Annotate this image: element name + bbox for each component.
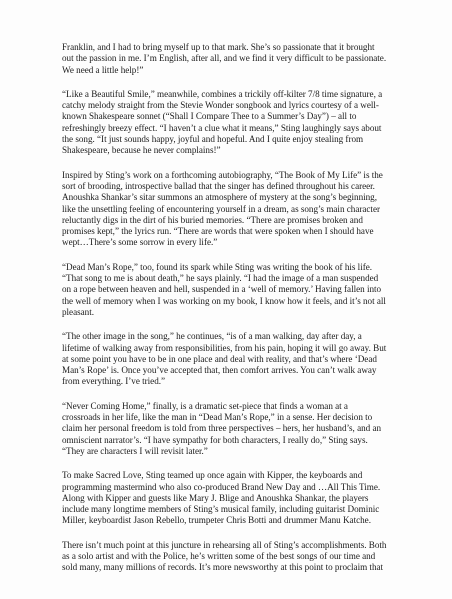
paragraph-other-image [62, 331, 422, 387]
text-line: on a rope between heaven and hell, suspended in a ‘well of memory.’ Having fallen into [62, 284, 382, 295]
text-line: the well of memory when I was working on my book, I know how it feels, and it’s not all [62, 295, 386, 306]
text-line: Shakespeare, because he never complains!” [62, 145, 221, 156]
text-line: refreshingly breezy effect. “I haven’t a clue what it means,” Sting laughingly says about [62, 122, 382, 133]
text-line: “Dead Man’s Rope,” too, found its spark while Sting was writing the book of his life. [62, 261, 373, 272]
text-line: “Like a Beautiful Smile,” meanwhile, combines a trickily off-kilter 7/8 time signature, a [62, 88, 383, 99]
text-line: “The other image in the song,” he continues, “is of a man walking, day after day, a [62, 331, 362, 342]
text-line: out the passion in me. I’m English, after all, and we find it very difficult to be passionate. [62, 53, 387, 64]
paragraph-franklin [62, 42, 422, 76]
text-line: Man’s Rope’ is. Once you’ve accepted that, then comfort arrives. You can’t walk away [62, 365, 377, 376]
text-line: promises kept,” the lyrics run. “There are words that were spoken when I should have [62, 226, 374, 237]
text-line: as a solo artist and with the Police, he’s written some of the best songs of our time and [62, 550, 376, 561]
text-line: sold many, many millions of records. It’s more newsworthy at this point to proclaim that [62, 562, 384, 573]
text-line: There isn’t much point at this juncture in rehearsing all of Sting’s accomplishments. Both [62, 539, 387, 550]
document-text [62, 42, 422, 587]
text-line: pleasant. [62, 306, 94, 317]
text-line: claim her personal freedom is told from three perspectives – hers, her husband’s, and an [62, 423, 382, 434]
paragraph-dead-mans-rope [62, 262, 422, 318]
text-line: known Shakespeare sonnet (“Shall I Compare Thee to a Summer’s Day”) – all to [62, 111, 357, 122]
paragraph-book-of-my-life [62, 170, 422, 249]
text-line: at some point you have to be in one place and deal with reality, and that’s where ‘Dead [62, 353, 377, 364]
text-line: from everything. I’ve tried.” [62, 376, 166, 387]
text-line: sort of brooding, introspective ballad that the singer has defined throughout his career. [62, 180, 375, 191]
text-line: like the unsettling feeling of encountering yourself in a dream, as song’s main character [62, 203, 380, 214]
text-line: omniscient narrator’s. “I have sympathy for both characters, I really do,” Sting says. [62, 434, 368, 445]
text-line: Along with Kipper and guests like Mary J. Blige and Anoushka Shankar, the players [62, 492, 369, 503]
paragraph-accomplishments [62, 540, 422, 574]
text-line: reluctantly digs in the dirt of his buried memories. “There are promises broken and [62, 214, 363, 225]
text-line: “Never Coming Home,” finally, is a dramatic set-piece that finds a woman at a [62, 400, 348, 411]
paragraph-sacred-love [62, 470, 422, 526]
text-line: “That song to me is about death,” he says plainly. “I had the image of a man suspended [62, 273, 379, 284]
paragraph-never-coming-home [62, 401, 422, 457]
text-line: catchy melody straight from the Stevie Wonder songbook and lyrics courtesy of a well- [62, 100, 379, 111]
paragraph-beautiful-smile [62, 89, 422, 157]
text-line: To make Sacred Love, Sting teamed up once again with Kipper, the keyboards and [62, 470, 363, 481]
text-line: Anoushka Shankar’s sitar summons an atmosphere of mystery at the song’s beginning, [62, 192, 377, 203]
text-line: Miller, keyboardist Jason Rebello, trumpeter Chris Botti and drummer Manu Katche. [62, 515, 371, 526]
text-line: include many longtime members of Sting’s musical family, including guitarist Dominic [62, 504, 380, 515]
text-line: Franklin, and I had to bring myself up to that mark. She’s so passionate that it brought [62, 42, 375, 52]
text-line: “They are characters I will revisit later.” [62, 445, 208, 456]
text-line: crossroads in her life, like the man in “Dead Man’s Rope,” in a sense. Her decision to [62, 412, 373, 423]
text-line: Inspired by Sting’s work on a forthcoming autobiography, “The Book of My Life” is the [62, 169, 383, 180]
text-line: the song. “It just sounds happy, joyful and hopeful. And I quite enjoy stealing from [62, 134, 364, 145]
text-line: wept…There’s some sorrow in every life.” [62, 237, 218, 248]
text-line: We need a little help!” [62, 64, 144, 75]
text-line: lifetime of walking away from responsibilities, from his pain, hoping it will go away. But [62, 342, 387, 353]
text-line: programming mastermind who also co-produced Brand New Day and …All This Time. [62, 481, 381, 492]
